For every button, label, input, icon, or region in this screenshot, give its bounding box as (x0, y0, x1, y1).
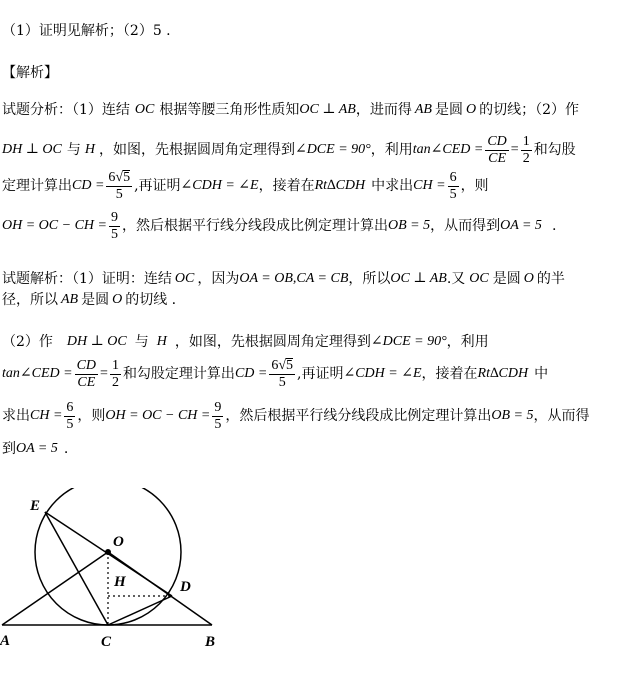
text: ，从而得到 (430, 218, 501, 234)
math: H (156, 334, 167, 349)
fraction: $\frac{1}{2}$ (111, 357, 119, 390)
text: 中求出 (371, 178, 414, 194)
math: CD = (72, 178, 105, 193)
math: O (465, 102, 477, 117)
label-o: O (113, 534, 124, 550)
text: ,再证明 (134, 178, 181, 194)
text: ，所以 (348, 271, 391, 287)
segment-oa (2, 552, 108, 625)
math: OC ⊥ AB (299, 102, 356, 117)
fraction: $\frac{6}{5}$ (449, 169, 457, 202)
math: ∠DCE = 90° (294, 142, 371, 157)
text: ，如图，先根据圆周角定理得到 (174, 334, 371, 350)
text: 到 (2, 441, 16, 457)
text: ，则 (77, 408, 106, 424)
math: O (523, 271, 534, 286)
text: ，接着在 (421, 366, 478, 382)
analysis-line-1 (2, 101, 626, 119)
label-e: E (30, 498, 41, 514)
text: ，从而得 (533, 408, 590, 424)
text: ,再证明 (297, 366, 344, 382)
math: O (112, 292, 123, 307)
text: 和勾股 (533, 142, 576, 158)
label-h: H (114, 574, 126, 590)
fraction: 6 √ 5 5 (271, 357, 294, 390)
analysis-line-2 (2, 130, 626, 170)
text: . (63, 441, 69, 457)
text: .又 (446, 271, 466, 287)
math: OB = 5 (491, 408, 534, 423)
math: OC (174, 271, 195, 286)
text: 是圆 (492, 271, 521, 287)
analysis-line-3 (2, 166, 626, 206)
text: （2）作 (2, 334, 53, 350)
solution-line-2 (2, 291, 626, 309)
segment-cd (108, 596, 172, 625)
text: ，则 (460, 178, 489, 194)
fraction: $\frac{CD}{CE}$ (487, 133, 507, 166)
math: CH = (413, 178, 446, 193)
text: 根据等腰三角形性质知 (159, 102, 300, 118)
math: ∠CDH = ∠E (343, 366, 422, 381)
math: OA = 5 (16, 441, 58, 456)
fraction: $\frac{9}{5}$ (110, 209, 118, 242)
math: OB = 5 (387, 218, 431, 233)
segment-ec (45, 512, 108, 625)
text: 与 (134, 334, 149, 350)
label-d: D (180, 579, 191, 595)
math: = (100, 366, 108, 381)
text: 求出 (2, 408, 30, 424)
text: 径，所以 (2, 292, 58, 308)
math: AB (61, 292, 79, 307)
text: 的半 (536, 271, 565, 287)
geometry-figure (0, 488, 240, 688)
math: AB (414, 102, 432, 117)
text: 试题分析：（1）连结 (2, 102, 130, 118)
math: OH = OC − CH = (2, 218, 107, 233)
text: ，接着在 (258, 178, 315, 194)
text: ，因为 (197, 271, 240, 287)
fraction: $\frac{6}{5}$ (66, 399, 74, 432)
math: DH ⊥ OC (2, 142, 62, 157)
fraction: $\frac{9}{5}$ (214, 399, 222, 432)
math: H (84, 142, 95, 157)
math: CD = (234, 366, 268, 381)
analysis-line-4 (2, 206, 626, 246)
text: ，利用 (446, 334, 489, 350)
math: DH ⊥ OC (66, 334, 127, 349)
text: 中 (534, 366, 549, 382)
math: CH = (30, 408, 63, 423)
text: . (551, 218, 557, 234)
math: ∠DCE = 90° (370, 334, 447, 349)
math: tan∠CED = (2, 366, 73, 381)
math: OA = 5 (500, 218, 542, 233)
heading-text: 【解析】 (2, 65, 58, 81)
math: OC ⊥ AB (390, 271, 447, 286)
text: ，然后根据平行线分线段成比例定理计算出 (121, 218, 388, 234)
solution-line-3 (2, 333, 626, 351)
solution-line-6 (2, 440, 626, 458)
math: ∠CDH = ∠E (180, 178, 259, 193)
math: Rt∆CDH (314, 178, 366, 193)
math: OC (469, 271, 489, 286)
label-a: A (0, 633, 11, 649)
text: 的切线 . (125, 292, 177, 308)
math: OH = OC − CH = (105, 408, 211, 423)
math: tan∠CED = (412, 142, 484, 157)
text: ，然后根据平行线分线段成比例定理计算出 (225, 408, 492, 424)
text: 和勾股定理计算出 (122, 366, 235, 382)
math: OC (134, 102, 155, 117)
circle-o (35, 488, 181, 625)
text: 与 (66, 142, 81, 158)
text: 定理计算出 (2, 178, 72, 194)
math: = (510, 142, 519, 157)
math: OA = OB,CA = CB (239, 271, 349, 286)
text: ，如图，先根据圆周角定理得到 (98, 142, 295, 158)
fraction: 6 √ 5 5 (108, 169, 131, 202)
answer-line (2, 22, 626, 40)
fraction: $\frac{CD}{CE}$ (76, 357, 97, 390)
point-o (105, 549, 111, 555)
solution-line-4 (2, 354, 626, 394)
text: 的切线；（2）作 (479, 102, 579, 118)
solution-line-1 (2, 270, 626, 288)
analysis-heading (2, 64, 626, 82)
text: 试题解析：（1）证明：连结 (2, 271, 172, 287)
math: Rt∆CDH (477, 366, 529, 381)
text: 是圆 (81, 292, 110, 308)
text: ，进而得 (355, 102, 412, 118)
fraction: $\frac{1}{2}$ (522, 133, 530, 166)
solution-line-5 (2, 396, 626, 436)
label-b: B (205, 634, 216, 650)
answer-text: （1）证明见解析；（2）5 . (2, 23, 171, 39)
label-c: C (101, 634, 112, 650)
text: 是圆 (434, 102, 463, 118)
text: ，利用 (370, 142, 413, 158)
